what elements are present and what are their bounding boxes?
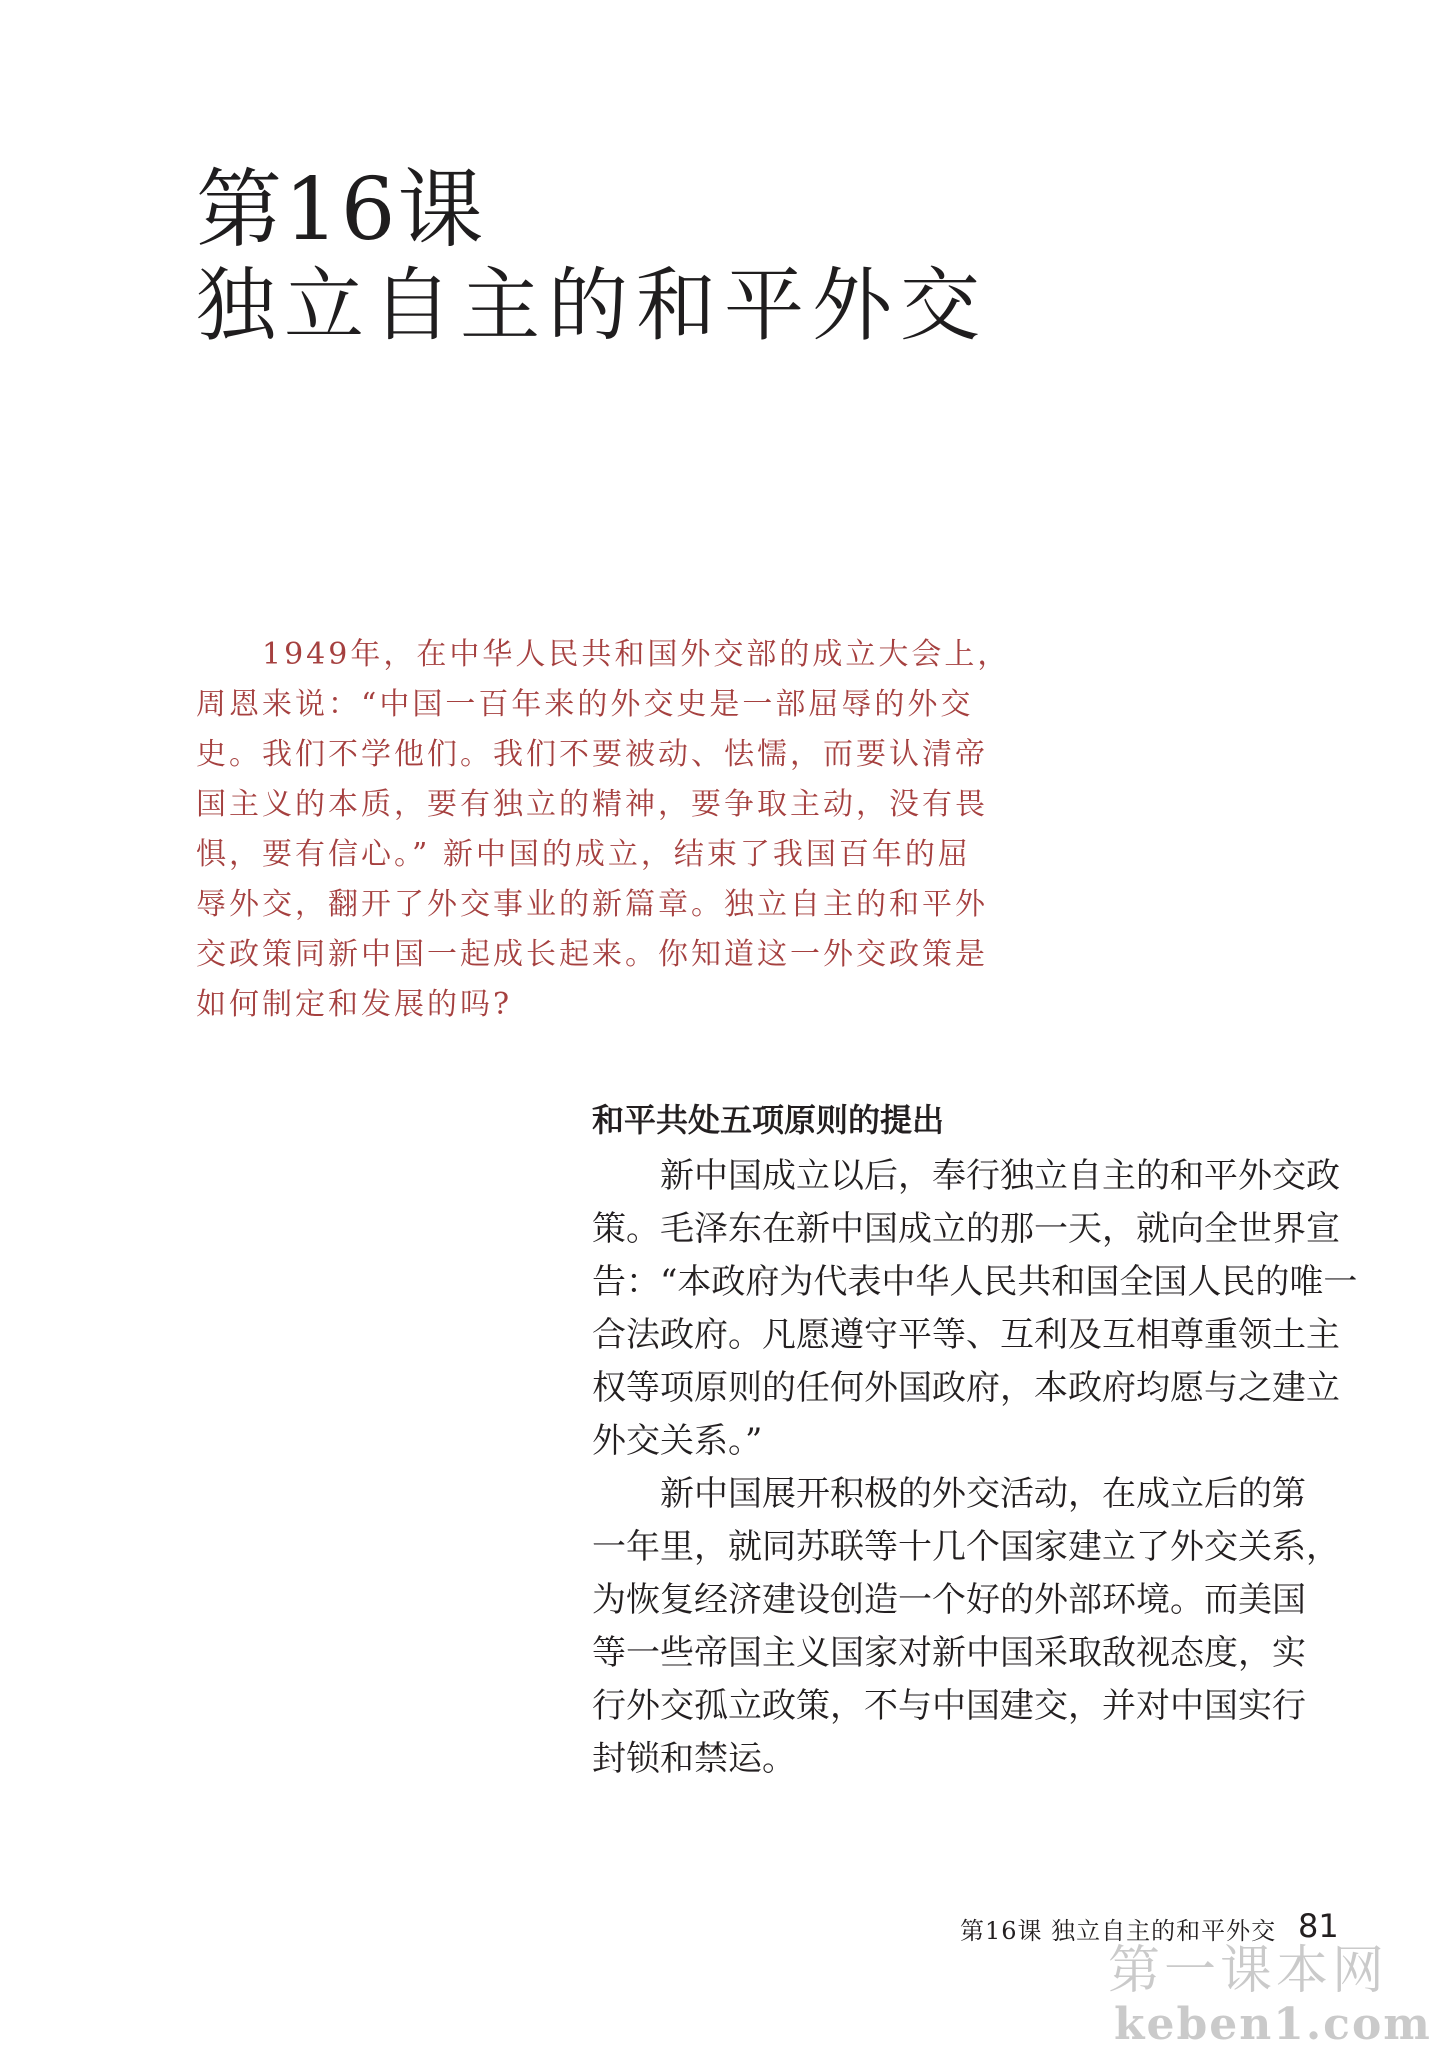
intro-line: 惧，要有信心。” 新中国的成立，结束了我国百年的屈: [196, 837, 971, 872]
body-line: 为恢复经济建设创造一个好的外部环境。而美国: [592, 1580, 1306, 1620]
intro-line: 国主义的本质，要有独立的精神，要争取主动，没有畏: [196, 787, 988, 822]
body-line: 一年里，就同苏联等十几个国家建立了外交关系，: [592, 1527, 1340, 1567]
body-paragraph-1: [592, 1150, 1358, 1468]
body-line: 封锁和禁运。: [592, 1739, 796, 1779]
body-line: 行外交孤立政策，不与中国建交，并对中国实行: [592, 1686, 1306, 1726]
body-line: 新中国展开积极的外交活动，在成立后的第: [592, 1474, 1306, 1514]
body-line: 权等项原则的任何外国政府，本政府均愿与之建立: [592, 1368, 1340, 1408]
watermark: [1108, 1941, 1432, 2050]
intro-line: 史。我们不学他们。我们不要被动、怯懦，而要认清帝: [196, 737, 988, 772]
body-line: 新中国成立以后，奉行独立自主的和平外交政: [592, 1156, 1340, 1196]
watermark-domain: keben1.com: [1114, 1999, 1432, 2050]
intro-line: 周恩来说：“中国一百年来的外交史是一部屈辱的外交: [196, 687, 974, 722]
body-paragraph-2: [592, 1468, 1352, 1786]
intro-line: 1949年，在中华人民共和国外交部的成立大会上，: [196, 637, 1011, 672]
page-number: 81: [1298, 1907, 1339, 1945]
body-line: 告：“本政府为代表中华人民共和国全国人民的唯一: [592, 1262, 1358, 1302]
intro-line: 交政策同新中国一起成长起来。你知道这一外交政策是: [196, 937, 988, 972]
body-line: 外交关系。”: [592, 1421, 763, 1461]
intro-line: 辱外交，翻开了外交事业的新篇章。独立自主的和平外: [196, 887, 988, 922]
lesson-title: 独立自主的和平外交: [196, 259, 988, 352]
section-heading: 和平共处五项原则的提出: [592, 1101, 945, 1139]
lesson-number: 第16课: [196, 160, 486, 260]
intro-line: 如何制定和发展的吗?: [196, 987, 513, 1022]
body-line: 合法政府。凡愿遵守平等、互利及互相尊重领土主: [592, 1315, 1340, 1355]
intro-passage: [196, 630, 1011, 1030]
body-line: 策。毛泽东在新中国成立的那一天，就向全世界宣: [592, 1209, 1340, 1249]
body-line: 等一些帝国主义国家对新中国采取敌视态度，实: [592, 1633, 1306, 1673]
watermark-chinese: 第一课本网: [1108, 1941, 1389, 2001]
footer-lesson-label: 第16课 独立自主的和平外交: [960, 1917, 1277, 1945]
